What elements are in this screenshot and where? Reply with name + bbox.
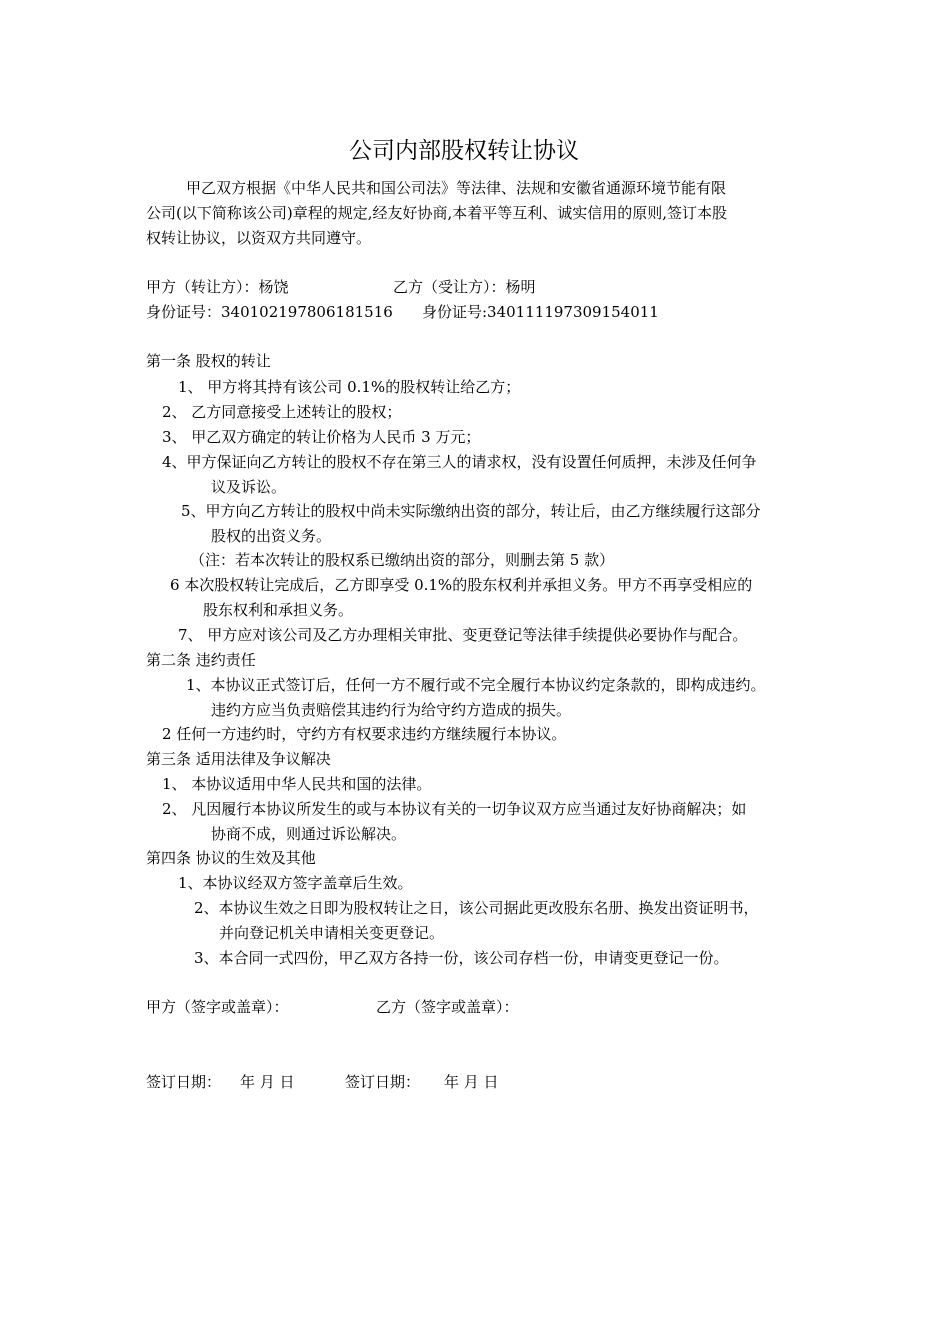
signature-party-a: 甲方（签字或盖章）： xyxy=(146,998,289,1016)
article-1-heading: 第一条 股权的转让 xyxy=(146,352,271,370)
party-a-name: 甲方（转让方）：杨饶 xyxy=(146,278,289,296)
article-2-item: 1、本协议正式签订后，任何一方不履行或不完全履行本协议约定条款的，即构成违约。 xyxy=(186,676,766,694)
article-3-heading: 第三条 适用法律及争议解决 xyxy=(146,750,331,768)
date-value-b: 年 月 日 xyxy=(444,1073,499,1091)
article-1-note: （注：若本次转让的股权系已缴纳出资的部分，则删去第 5 款） xyxy=(190,551,615,569)
party-a-id: 身份证号：340102197806181516 xyxy=(146,303,393,321)
article-1-item-continued: 股权的出资义务。 xyxy=(211,527,332,545)
article-4-item-continued: 并向登记机关申请相关变更登记。 xyxy=(219,924,445,942)
article-1-item-continued: 议及诉讼。 xyxy=(211,478,287,496)
article-1-item: 6 本次股权转让完成后，乙方即享受 0.1%的股东权利并承担义务。甲方不再享受相应的 xyxy=(170,576,753,594)
article-1-item: 7、 甲方应对该公司及乙方办理相关审批、变更登记等法律手续提供必要协作与配合。 xyxy=(178,626,748,644)
article-4-heading: 第四条 协议的生效及其他 xyxy=(146,849,316,867)
party-b-id: 身份证号:340111197309154011 xyxy=(422,303,659,321)
article-1-item: 1、 甲方将其持有该公司 0.1%的股权转让给乙方； xyxy=(178,378,521,396)
date-value-a: 年 月 日 xyxy=(240,1073,295,1091)
intro-line-3: 权转让协议，以资双方共同遵守。 xyxy=(146,229,372,247)
article-4-item: 1、本协议经双方签字盖章后生效。 xyxy=(178,874,413,892)
article-3-item-continued: 协商不成，则通过诉讼解决。 xyxy=(211,825,407,843)
page-title: 公司内部股权转让协议 xyxy=(349,138,579,164)
intro-line-2: 公司(以下简称该公司)章程的规定,经友好协商,本着平等互利、诚实信用的原则,签订本股 xyxy=(146,204,728,222)
article-1-item: 2、 乙方同意接受上述转让的股权； xyxy=(162,403,402,421)
article-4-item: 2、本协议生效之日即为股权转让之日，该公司据此更改股东名册、换发出资证明书， xyxy=(194,899,759,917)
signature-party-b: 乙方（签字或盖章）： xyxy=(376,998,519,1016)
date-label-a: 签订日期： xyxy=(146,1073,222,1091)
intro-line-1: 甲乙双方根据《中华人民共和国公司法》等法律、法规和安徽省通源环境节能有限 xyxy=(186,179,727,197)
article-1-item: 3、 甲乙双方确定的转让价格为人民币 3 万元； xyxy=(162,428,481,446)
article-4-item: 3、本合同一式四份，甲乙双方各持一份，该公司存档一份，申请变更登记一份。 xyxy=(194,949,729,967)
article-3-item: 1、 本协议适用中华人民共和国的法律。 xyxy=(162,775,432,793)
article-2-heading: 第二条 违约责任 xyxy=(146,651,256,669)
article-3-item: 2、 凡因履行本协议所发生的或与本协议有关的一切争议双方应当通过友好协商解决；如 xyxy=(162,800,747,818)
article-1-item: 5、甲方向乙方转让的股权中尚未实际缴纳出资的部分，转让后，由乙方继续履行这部分 xyxy=(181,502,761,520)
article-1-item: 4、甲方保证向乙方转让的股权不存在第三人的请求权，没有设置任何质押，未涉及任何争 xyxy=(162,453,757,471)
article-2-item-continued: 违约方应当负责赔偿其违约行为给守约方造成的损失。 xyxy=(211,701,572,719)
date-label-b: 签订日期： xyxy=(345,1073,421,1091)
article-2-item: 2 任何一方违约时，守约方有权要求违约方继续履行本协议。 xyxy=(162,725,567,743)
party-b-name: 乙方（受让方）：杨明 xyxy=(393,278,536,296)
article-1-item-continued: 股东权利和承担义务。 xyxy=(203,601,354,619)
